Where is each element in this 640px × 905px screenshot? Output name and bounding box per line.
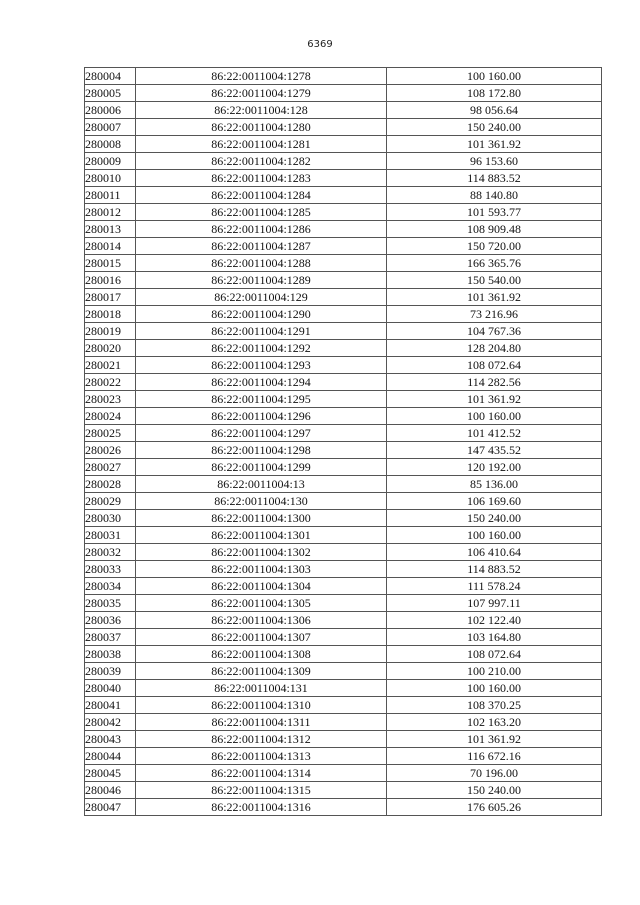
cadastral-value-cell: 103 164.80 xyxy=(387,629,602,646)
cadastral-value-cell: 100 160.00 xyxy=(387,68,602,85)
table-row xyxy=(85,374,602,391)
table-row xyxy=(85,799,602,816)
row-number-cell: 280032 xyxy=(85,544,136,561)
cadastral-number-cell: 86:22:0011004:1305 xyxy=(136,595,387,612)
table-row xyxy=(85,255,602,272)
row-number-cell: 280007 xyxy=(85,119,136,136)
table-row xyxy=(85,510,602,527)
row-number-cell: 280012 xyxy=(85,204,136,221)
row-number-cell: 280013 xyxy=(85,221,136,238)
cadastral-number-cell: 86:22:0011004:1298 xyxy=(136,442,387,459)
table-row xyxy=(85,748,602,765)
cadastral-number-cell: 86:22:0011004:1285 xyxy=(136,204,387,221)
cadastral-number-cell: 86:22:0011004:1282 xyxy=(136,153,387,170)
row-number-cell: 280031 xyxy=(85,527,136,544)
row-number-cell: 280023 xyxy=(85,391,136,408)
row-number-cell: 280016 xyxy=(85,272,136,289)
cadastral-value-cell: 147 435.52 xyxy=(387,442,602,459)
cadastral-number-cell: 86:22:0011004:1304 xyxy=(136,578,387,595)
table-row xyxy=(85,527,602,544)
cadastral-number-cell: 86:22:0011004:1306 xyxy=(136,612,387,629)
row-number-cell: 280005 xyxy=(85,85,136,102)
cadastral-value-cell: 111 578.24 xyxy=(387,578,602,595)
cadastral-value-cell: 107 997.11 xyxy=(387,595,602,612)
cadastral-value-cell: 108 072.64 xyxy=(387,357,602,374)
table-row xyxy=(85,595,602,612)
table-row xyxy=(85,765,602,782)
table-row xyxy=(85,408,602,425)
cadastral-value-cell: 116 672.16 xyxy=(387,748,602,765)
row-number-cell: 280024 xyxy=(85,408,136,425)
table-row xyxy=(85,119,602,136)
row-number-cell: 280042 xyxy=(85,714,136,731)
row-number-cell: 280040 xyxy=(85,680,136,697)
cadastral-value-cell: 100 210.00 xyxy=(387,663,602,680)
table-row xyxy=(85,731,602,748)
row-number-cell: 280018 xyxy=(85,306,136,323)
cadastral-value-cell: 70 196.00 xyxy=(387,765,602,782)
cadastral-value-table xyxy=(84,67,602,816)
cadastral-number-cell: 86:22:0011004:1301 xyxy=(136,527,387,544)
row-number-cell: 280017 xyxy=(85,289,136,306)
table-row xyxy=(85,272,602,289)
cadastral-value-cell: 101 593.77 xyxy=(387,204,602,221)
row-number-cell: 280033 xyxy=(85,561,136,578)
table-row xyxy=(85,459,602,476)
cadastral-number-cell: 86:22:0011004:131 xyxy=(136,680,387,697)
cadastral-number-cell: 86:22:0011004:1303 xyxy=(136,561,387,578)
cadastral-value-cell: 101 361.92 xyxy=(387,136,602,153)
table-row xyxy=(85,323,602,340)
row-number-cell: 280043 xyxy=(85,731,136,748)
cadastral-number-cell: 86:22:0011004:1287 xyxy=(136,238,387,255)
cadastral-number-cell: 86:22:0011004:1300 xyxy=(136,510,387,527)
cadastral-number-cell: 86:22:0011004:1283 xyxy=(136,170,387,187)
table-row xyxy=(85,612,602,629)
row-number-cell: 280020 xyxy=(85,340,136,357)
cadastral-value-cell: 150 720.00 xyxy=(387,238,602,255)
row-number-cell: 280008 xyxy=(85,136,136,153)
table-row xyxy=(85,391,602,408)
row-number-cell: 280014 xyxy=(85,238,136,255)
cadastral-number-cell: 86:22:0011004:1294 xyxy=(136,374,387,391)
cadastral-number-cell: 86:22:0011004:1307 xyxy=(136,629,387,646)
cadastral-value-cell: 108 172.80 xyxy=(387,85,602,102)
cadastral-number-cell: 86:22:0011004:1314 xyxy=(136,765,387,782)
row-number-cell: 280035 xyxy=(85,595,136,612)
cadastral-number-cell: 86:22:0011004:1284 xyxy=(136,187,387,204)
table-row xyxy=(85,442,602,459)
cadastral-number-cell: 86:22:0011004:1279 xyxy=(136,85,387,102)
table-row xyxy=(85,680,602,697)
cadastral-number-cell: 86:22:0011004:1296 xyxy=(136,408,387,425)
table-row xyxy=(85,663,602,680)
table-row xyxy=(85,306,602,323)
cadastral-number-cell: 86:22:0011004:1291 xyxy=(136,323,387,340)
table-row xyxy=(85,493,602,510)
cadastral-value-cell: 101 361.92 xyxy=(387,731,602,748)
table-row xyxy=(85,340,602,357)
cadastral-value-cell: 102 122.40 xyxy=(387,612,602,629)
cadastral-number-cell: 86:22:0011004:1281 xyxy=(136,136,387,153)
cadastral-value-cell: 100 160.00 xyxy=(387,408,602,425)
row-number-cell: 280029 xyxy=(85,493,136,510)
cadastral-value-cell: 150 240.00 xyxy=(387,782,602,799)
table-row xyxy=(85,68,602,85)
table-row xyxy=(85,476,602,493)
cadastral-number-cell: 86:22:0011004:1312 xyxy=(136,731,387,748)
table-row xyxy=(85,357,602,374)
cadastral-number-cell: 86:22:0011004:1308 xyxy=(136,646,387,663)
row-number-cell: 280030 xyxy=(85,510,136,527)
cadastral-number-cell: 86:22:0011004:1297 xyxy=(136,425,387,442)
cadastral-value-cell: 73 216.96 xyxy=(387,306,602,323)
table-row xyxy=(85,714,602,731)
table-row xyxy=(85,102,602,119)
row-number-cell: 280039 xyxy=(85,663,136,680)
table-row xyxy=(85,561,602,578)
cadastral-value-cell: 114 883.52 xyxy=(387,170,602,187)
cadastral-value-cell: 176 605.26 xyxy=(387,799,602,816)
row-number-cell: 280044 xyxy=(85,748,136,765)
cadastral-value-cell: 102 163.20 xyxy=(387,714,602,731)
cadastral-number-cell: 86:22:0011004:1280 xyxy=(136,119,387,136)
cadastral-value-cell: 96 153.60 xyxy=(387,153,602,170)
row-number-cell: 280011 xyxy=(85,187,136,204)
cadastral-number-cell: 86:22:0011004:1286 xyxy=(136,221,387,238)
table-row xyxy=(85,187,602,204)
cadastral-value-cell: 128 204.80 xyxy=(387,340,602,357)
cadastral-number-cell: 86:22:0011004:1313 xyxy=(136,748,387,765)
page-number: 6369 xyxy=(307,39,333,50)
row-number-cell: 280004 xyxy=(85,68,136,85)
cadastral-number-cell: 86:22:0011004:1278 xyxy=(136,68,387,85)
cadastral-value-cell: 100 160.00 xyxy=(387,527,602,544)
row-number-cell: 280027 xyxy=(85,459,136,476)
table-row xyxy=(85,170,602,187)
row-number-cell: 280019 xyxy=(85,323,136,340)
cadastral-number-cell: 86:22:0011004:1309 xyxy=(136,663,387,680)
row-number-cell: 280025 xyxy=(85,425,136,442)
row-number-cell: 280026 xyxy=(85,442,136,459)
cadastral-value-cell: 166 365.76 xyxy=(387,255,602,272)
table-row xyxy=(85,136,602,153)
cadastral-number-cell: 86:22:0011004:1311 xyxy=(136,714,387,731)
cadastral-number-cell: 86:22:0011004:1310 xyxy=(136,697,387,714)
cadastral-value-cell: 106 169.60 xyxy=(387,493,602,510)
table-row xyxy=(85,578,602,595)
cadastral-value-cell: 114 883.52 xyxy=(387,561,602,578)
row-number-cell: 280038 xyxy=(85,646,136,663)
cadastral-value-cell: 101 412.52 xyxy=(387,425,602,442)
cadastral-number-cell: 86:22:0011004:1299 xyxy=(136,459,387,476)
row-number-cell: 280036 xyxy=(85,612,136,629)
row-number-cell: 280015 xyxy=(85,255,136,272)
cadastral-number-cell: 86:22:0011004:13 xyxy=(136,476,387,493)
cadastral-value-cell: 108 909.48 xyxy=(387,221,602,238)
cadastral-value-cell: 150 240.00 xyxy=(387,119,602,136)
row-number-cell: 280047 xyxy=(85,799,136,816)
cadastral-value-cell: 108 370.25 xyxy=(387,697,602,714)
row-number-cell: 280041 xyxy=(85,697,136,714)
cadastral-number-cell: 86:22:0011004:1316 xyxy=(136,799,387,816)
row-number-cell: 280009 xyxy=(85,153,136,170)
row-number-cell: 280010 xyxy=(85,170,136,187)
row-number-cell: 280046 xyxy=(85,782,136,799)
cadastral-value-cell: 106 410.64 xyxy=(387,544,602,561)
row-number-cell: 280034 xyxy=(85,578,136,595)
cadastral-value-cell: 85 136.00 xyxy=(387,476,602,493)
cadastral-number-cell: 86:22:0011004:1288 xyxy=(136,255,387,272)
table-row xyxy=(85,204,602,221)
cadastral-value-cell: 100 160.00 xyxy=(387,680,602,697)
row-number-cell: 280021 xyxy=(85,357,136,374)
table-row xyxy=(85,697,602,714)
row-number-cell: 280037 xyxy=(85,629,136,646)
cadastral-number-cell: 86:22:0011004:1295 xyxy=(136,391,387,408)
cadastral-number-cell: 86:22:0011004:130 xyxy=(136,493,387,510)
table-row xyxy=(85,544,602,561)
cadastral-number-cell: 86:22:0011004:1302 xyxy=(136,544,387,561)
table-row xyxy=(85,85,602,102)
row-number-cell: 280022 xyxy=(85,374,136,391)
table-row xyxy=(85,646,602,663)
cadastral-value-cell: 101 361.92 xyxy=(387,391,602,408)
row-number-cell: 280028 xyxy=(85,476,136,493)
table-row xyxy=(85,153,602,170)
cadastral-number-cell: 86:22:0011004:128 xyxy=(136,102,387,119)
cadastral-value-cell: 114 282.56 xyxy=(387,374,602,391)
cadastral-number-cell: 86:22:0011004:1289 xyxy=(136,272,387,289)
table-row xyxy=(85,221,602,238)
cadastral-value-cell: 150 540.00 xyxy=(387,272,602,289)
table-row xyxy=(85,782,602,799)
cadastral-number-cell: 86:22:0011004:1292 xyxy=(136,340,387,357)
table-row xyxy=(85,629,602,646)
cadastral-number-cell: 86:22:0011004:1315 xyxy=(136,782,387,799)
cadastral-value-cell: 120 192.00 xyxy=(387,459,602,476)
cadastral-number-cell: 86:22:0011004:1293 xyxy=(136,357,387,374)
table-row xyxy=(85,238,602,255)
table-row xyxy=(85,289,602,306)
cadastral-value-cell: 104 767.36 xyxy=(387,323,602,340)
cadastral-value-cell: 150 240.00 xyxy=(387,510,602,527)
cadastral-value-cell: 108 072.64 xyxy=(387,646,602,663)
cadastral-number-cell: 86:22:0011004:1290 xyxy=(136,306,387,323)
cadastral-value-cell: 101 361.92 xyxy=(387,289,602,306)
table-body xyxy=(85,68,602,816)
cadastral-number-cell: 86:22:0011004:129 xyxy=(136,289,387,306)
row-number-cell: 280045 xyxy=(85,765,136,782)
cadastral-value-cell: 88 140.80 xyxy=(387,187,602,204)
table-row xyxy=(85,425,602,442)
row-number-cell: 280006 xyxy=(85,102,136,119)
cadastral-value-cell: 98 056.64 xyxy=(387,102,602,119)
